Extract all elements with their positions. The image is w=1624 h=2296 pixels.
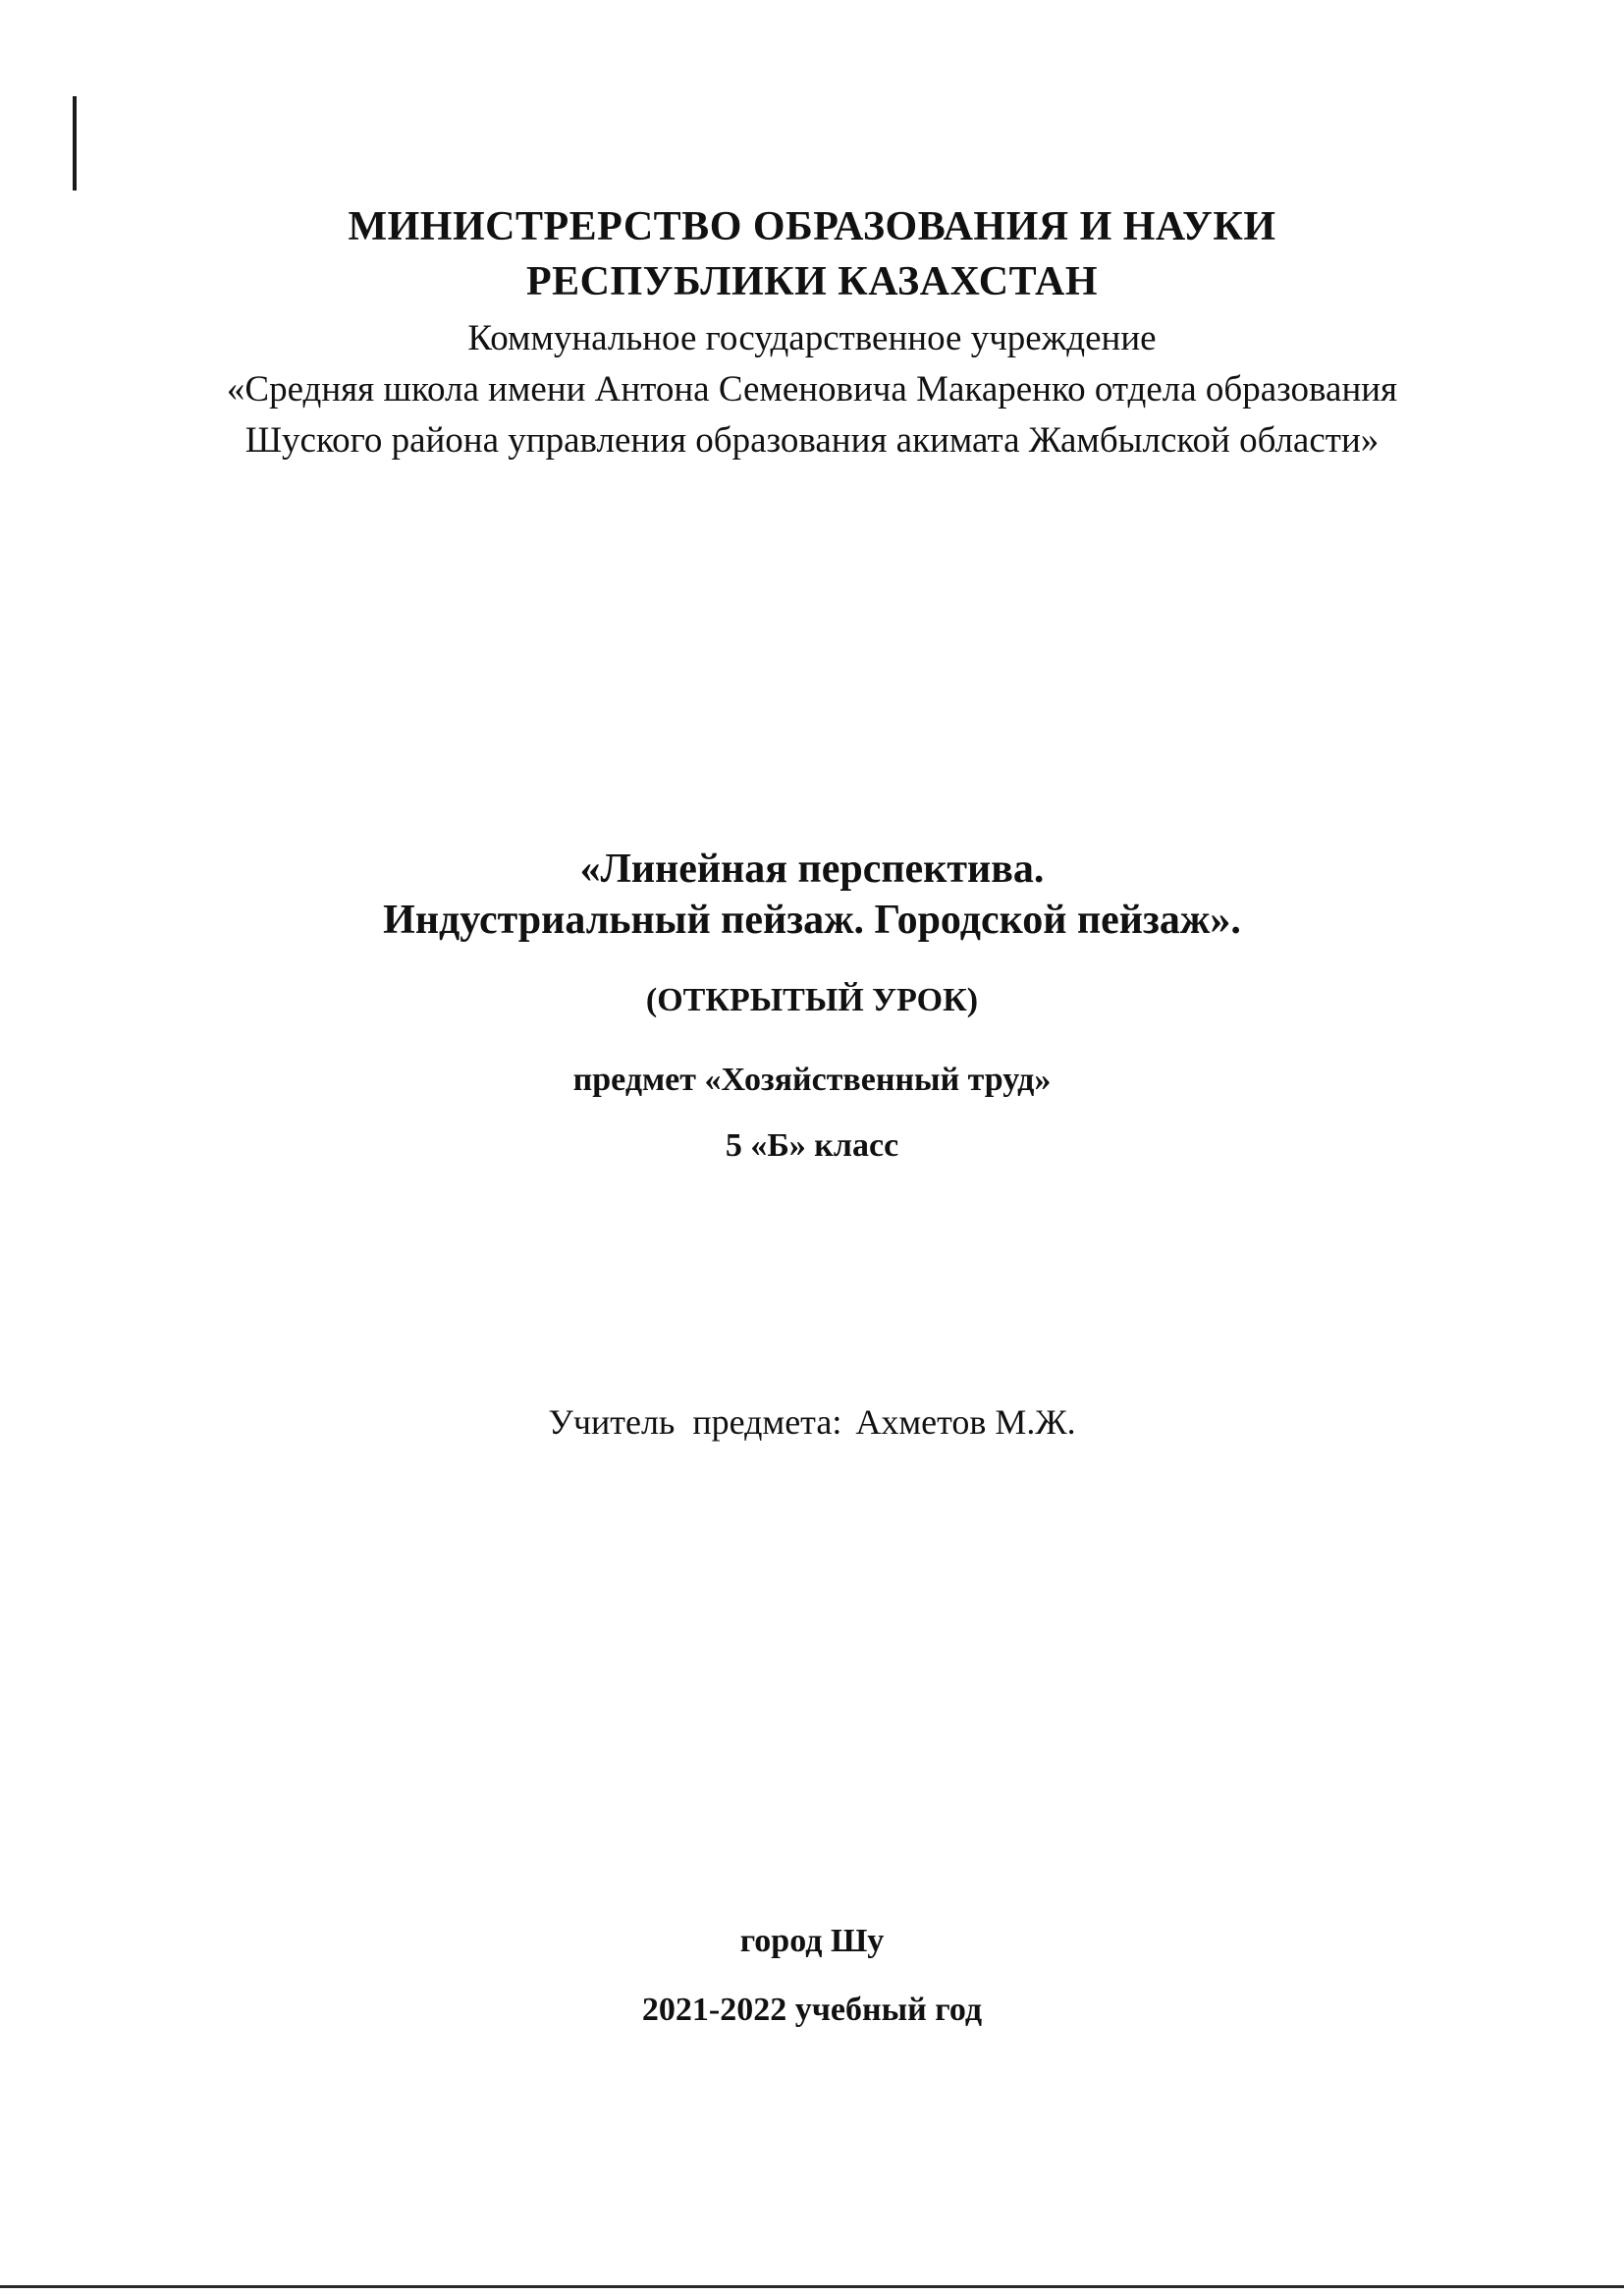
lesson-title-line1: «Линейная перспектива. [579,847,1045,892]
lesson-title-line2: Индустриальный пейзаж. Городской пейзаж». [383,898,1241,943]
lesson-grade: 5 «Б» класс [725,1127,899,1164]
ministry-title-line1: МИНИСТРЕРСТВО ОБРАЗОВАНИЯ И НАУКИ [348,204,1276,249]
ministry-title-line2: РЕСПУБЛИКИ КАЗАХСТАН [525,259,1099,304]
teacher-label: Учитель предмета: [548,1402,842,1442]
institution-line2: «Средняя школа имени Антона Семеновича Макаренко отдела образования [226,369,1398,410]
lesson-subject: предмет «Хозяйственный труд» [572,1062,1052,1098]
teacher-name: Ахметов М.Ж. [855,1402,1076,1442]
institution-line1: Коммунальное государственное учреждение [467,318,1157,358]
institution-line3: Шуского района управления образования акимата Жамбылской области» [244,420,1380,461]
lesson-type: (ОТКРЫТЫЙ УРОК) [645,982,979,1018]
teacher-line [0,1404,1624,1440]
footer-year: 2021-2022 учебный год [641,1992,983,2028]
scan-mark [73,96,77,191]
footer-city: город Шу [739,1923,885,1959]
bottom-rule [0,2285,1624,2288]
